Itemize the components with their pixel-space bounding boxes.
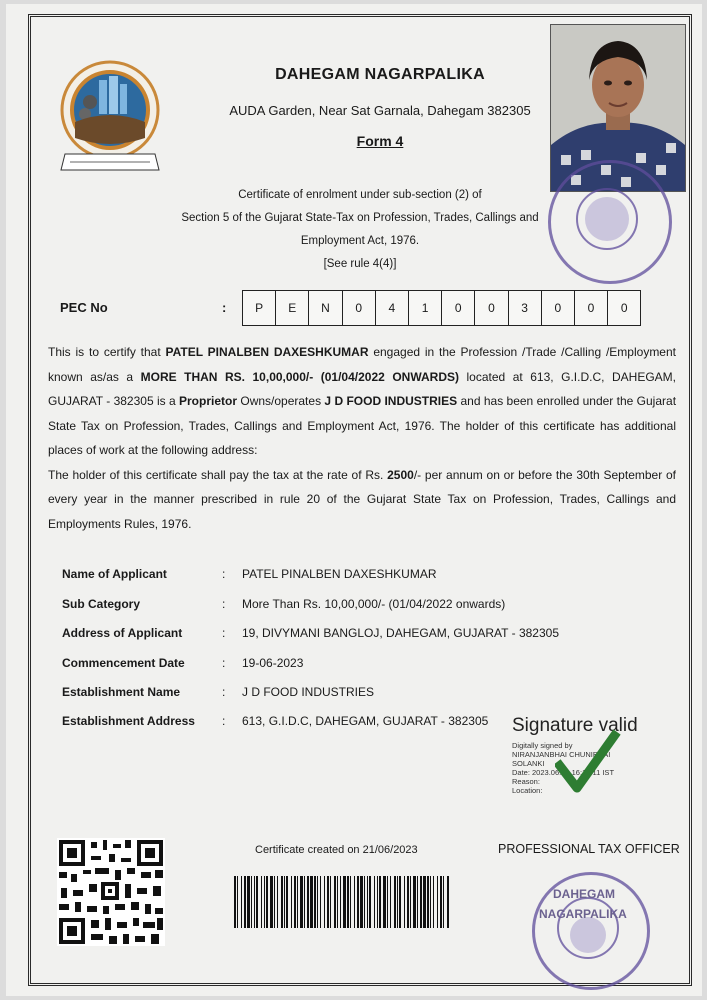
barcode-bar (256, 876, 258, 928)
cert-line: [See rule 4(4)] (323, 258, 397, 270)
barcode-bar (430, 876, 431, 928)
detail-value: 19, DIVYMANI BANGLOJ, DAHEGAM, GUJARAT - 382305 (242, 626, 559, 640)
barcode-bar (277, 876, 278, 928)
barcode-bar (337, 876, 338, 928)
body-text: /- per annum on or before the 30th September of every year in the manner prescribed in rule 20 of the Gujarat State Tax on Profession, Trades, Callings and Employments Rules, 1976. (48, 467, 676, 531)
pec-char: E (275, 290, 309, 326)
pec-char: 0 (441, 290, 475, 326)
barcode-bar (286, 876, 288, 928)
signature-line: Date: 2023.06.21 16:12:11 IST (512, 768, 615, 777)
barcode-bar (330, 876, 331, 928)
barcode-bar (266, 876, 268, 928)
detail-label: Name of Applicant (62, 567, 167, 581)
tax-rate: 2500 (387, 467, 414, 482)
barcode-bar (234, 876, 236, 928)
signature-line: SOLANKI (512, 759, 545, 768)
role: Proprietor (179, 394, 238, 408)
barcode-bar (251, 876, 252, 928)
form-number: Form 4 (356, 133, 404, 149)
barcode-bar (247, 876, 250, 928)
barcode-bar (423, 876, 426, 928)
barcode-bar (244, 876, 246, 928)
barcode-bar (447, 876, 449, 928)
body-text: This is to certify that (48, 345, 166, 359)
detail-value: 19-06-2023 (242, 656, 304, 670)
detail-label: Establishment Address (62, 714, 195, 728)
barcode-bar (274, 876, 275, 928)
nagarpalika-seal-bottom (532, 872, 650, 990)
barcode-bar (314, 876, 316, 928)
officer-title: PROFESSIONAL TAX OFFICER (498, 842, 680, 856)
barcode-bar (377, 876, 378, 928)
barcode-bar (241, 876, 242, 928)
barcode-bar (383, 876, 386, 928)
barcode-bar (343, 876, 346, 928)
detail-value: 613, G.I.D.C, DAHEGAM, GUJARAT - 382305 (242, 714, 489, 728)
detail-row (62, 656, 303, 676)
pec-char: 0 (342, 290, 376, 326)
pec-char: 1 (408, 290, 442, 326)
qr-code-icon (57, 838, 165, 946)
check-icon (555, 728, 621, 794)
cert-line: Employment Act, 1976. (300, 235, 420, 247)
barcode-bar (291, 876, 292, 928)
body-text: engaged in the Profession /Trade /Calling /Employment known as/as a (48, 345, 676, 384)
barcode-bar (417, 876, 418, 928)
barcode-bar (413, 876, 416, 928)
detail-row (62, 597, 505, 617)
detail-colon: : (222, 685, 226, 699)
barcode-bar (281, 876, 283, 928)
body-text: located at 613, G.I.D.C, DAHEGAM, GUJARAT - 382305 is a (48, 369, 676, 408)
pec-number (243, 290, 641, 326)
pec-char: 0 (607, 290, 641, 326)
pec-colon: : (222, 300, 227, 315)
municipality-address: AUDA Garden, Near Sat Garnala, Dahegam 382305 (229, 103, 531, 118)
pec-char: 0 (541, 290, 575, 326)
detail-value: More Than Rs. 10,00,000/- (01/04/2022 onwards) (242, 597, 506, 611)
detail-colon: : (222, 626, 226, 640)
barcode-bar (379, 876, 381, 928)
barcode-bar (261, 876, 262, 928)
body-text: Owns/operates (237, 394, 325, 408)
pec-char: 3 (508, 290, 542, 326)
detail-row (62, 626, 559, 646)
barcode-bar (404, 876, 405, 928)
barcode-bar (390, 876, 391, 928)
barcode-bar (324, 876, 325, 928)
detail-label: Establishment Name (62, 685, 181, 699)
barcode-bar (397, 876, 398, 928)
body-text: and has been enrolled under the Gujarat State Tax on Profession, Trades, Callings and Employment Act, 1976. The holder of this certificate has additional places of work at the following address: (48, 394, 677, 457)
seal-text-middle: NAGARPALIKA (539, 907, 627, 921)
municipality-title: DAHEGAM NAGARPALIKA (275, 66, 485, 83)
firm-name: J D FOOD INDUSTRIES (324, 394, 458, 408)
cert-line: Section 5 of the Gujarat State-Tax on Profession, Trades, Callings and (181, 212, 539, 224)
barcode-bar (433, 876, 434, 928)
barcode-bar (334, 876, 336, 928)
barcode-bar (264, 876, 265, 928)
detail-colon: : (222, 597, 226, 611)
pec-label: PEC No (60, 300, 108, 315)
barcode-bar (374, 876, 375, 928)
signature-line: Location: (512, 786, 543, 795)
barcode-bar (427, 876, 429, 928)
nagarpalika-seal-top (548, 160, 672, 284)
barcode-icon (232, 876, 452, 928)
barcode-bar (394, 876, 396, 928)
signature-line: Reason: (512, 777, 540, 786)
detail-colon: : (222, 567, 226, 581)
barcode-bar (304, 876, 305, 928)
barcode-bar (237, 876, 238, 928)
signature-valid-label: Signature valid (512, 715, 638, 736)
signature-line: Digitally signed by (512, 741, 573, 750)
barcode-bar (347, 876, 349, 928)
barcode-bar (254, 876, 255, 928)
barcode-bar (420, 876, 422, 928)
barcode-bar (294, 876, 296, 928)
certification-paragraph (48, 340, 676, 463)
barcode-bar (410, 876, 411, 928)
detail-row (62, 714, 488, 734)
barcode-bar (367, 876, 368, 928)
cert-line: Certificate of enrolment under sub-section (2) of (238, 189, 482, 201)
barcode-bar (357, 876, 359, 928)
barcode-bar (317, 876, 318, 928)
pec-char: N (308, 290, 342, 326)
holder-name: PATEL PINALBEN DAXESHKUMAR (165, 345, 369, 359)
barcode-bar (354, 876, 355, 928)
detail-row (62, 567, 437, 587)
creation-date: Certificate created on 21/06/2023 (255, 844, 418, 856)
barcode-bar (300, 876, 303, 928)
barcode-bar (440, 876, 442, 928)
pec-char: 4 (375, 290, 409, 326)
certificate-description (165, 184, 555, 276)
barcode-bar (297, 876, 298, 928)
barcode-bar (407, 876, 409, 928)
certificate-body (48, 340, 676, 536)
barcode-bar (360, 876, 363, 928)
barcode-bar (307, 876, 309, 928)
barcode-bar (443, 876, 444, 928)
detail-label: Sub Category (62, 597, 141, 611)
detail-value: J D FOOD INDUSTRIES (242, 685, 375, 699)
barcode-bar (387, 876, 388, 928)
detail-colon: : (222, 656, 226, 670)
signature-line: NIRANJANBHAI CHUNIBHAI (512, 750, 611, 759)
pec-char: P (242, 290, 276, 326)
barcode-bar (350, 876, 351, 928)
category: MORE THAN RS. 10,00,000/- (01/04/2022 ONWARDS) (140, 369, 459, 384)
detail-label: Address of Applicant (62, 626, 183, 640)
barcode-bar (320, 876, 321, 928)
body-text: The holder of this certificate shall pay the tax at the rate of Rs. (48, 467, 388, 482)
barcode-bar (437, 876, 438, 928)
barcode-bar (369, 876, 371, 928)
pec-char: 0 (574, 290, 608, 326)
barcode-bar (270, 876, 273, 928)
barcode-bar (327, 876, 329, 928)
detail-colon: : (222, 714, 226, 728)
barcode-bar (399, 876, 401, 928)
detail-value: PATEL PINALBEN DAXESHKUMAR (242, 567, 437, 581)
nagarpalika-logo (55, 58, 170, 186)
tax-paragraph (48, 463, 676, 537)
barcode-bar (364, 876, 365, 928)
barcode-bar (340, 876, 341, 928)
detail-label: Commencement Date (62, 656, 185, 670)
barcode-bar (310, 876, 313, 928)
pec-char: 0 (474, 290, 508, 326)
barcode-bar (284, 876, 285, 928)
seal-text-top: DAHEGAM (553, 887, 615, 901)
detail-row (62, 685, 374, 705)
